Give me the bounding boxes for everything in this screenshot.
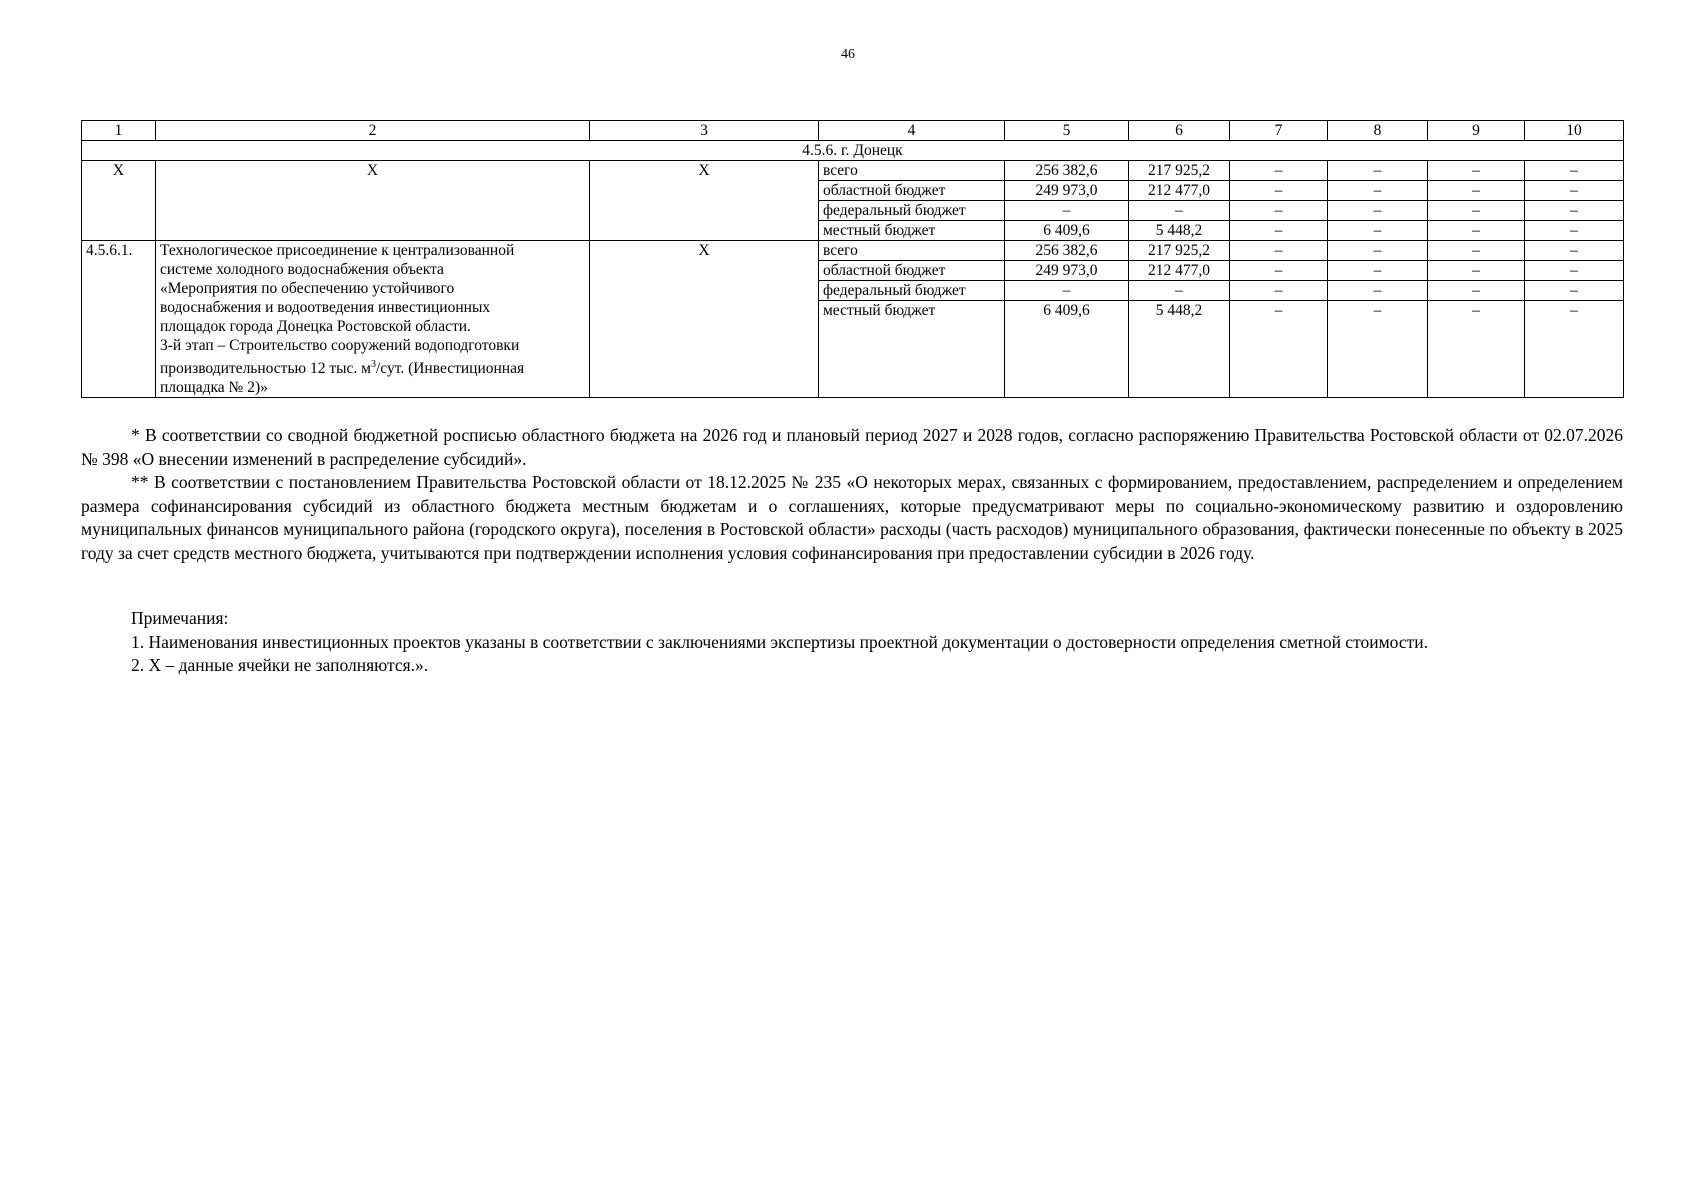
description-line: водоснабжения и водоотведения инвестиционных <box>160 299 491 316</box>
value-cell: – <box>1525 201 1624 221</box>
value-cell: – <box>1428 281 1525 301</box>
budget-source-label: областной бюджет <box>819 181 1005 201</box>
description-line: /сут. (Инвестиционная <box>375 360 525 378</box>
header-cell: 6 <box>1129 121 1230 141</box>
row-number: Х <box>82 161 156 241</box>
value-cell: – <box>1230 261 1328 281</box>
value-cell: – <box>1230 161 1328 181</box>
value-cell: 249 973,0 <box>1005 261 1129 281</box>
value-cell: – <box>1005 201 1129 221</box>
row-number: 4.5.6.1. <box>82 241 156 398</box>
footnotes <box>81 424 1623 565</box>
value-cell: – <box>1328 221 1428 241</box>
value-cell: – <box>1525 161 1624 181</box>
budget-table <box>81 120 1624 398</box>
value-cell: – <box>1525 281 1624 301</box>
header-cell: 7 <box>1230 121 1328 141</box>
remarks-section <box>81 607 1623 678</box>
remark-item-2: 2. Х – данные ячейки не заполняются.». <box>131 655 429 675</box>
project-description <box>156 241 590 398</box>
value-cell: – <box>1328 161 1428 181</box>
value-cell: – <box>1230 281 1328 301</box>
table-row <box>82 161 1624 181</box>
value-cell: – <box>1328 261 1428 281</box>
description-line: «Мероприятия по обеспечению устойчивого <box>160 280 455 297</box>
budget-source-label: областной бюджет <box>819 261 1005 281</box>
value-cell: – <box>1428 161 1525 181</box>
description-line: Технологическое присоединение к централизованной <box>160 242 515 259</box>
value-cell: – <box>1428 221 1525 241</box>
section-row <box>82 141 1624 161</box>
description-line: системе холодного водоснабжения объекта <box>160 261 444 278</box>
footnote-2: ** В соответствии с постановлением Правительства Ростовской области от 18.12.2025 № 235 «О некоторых мерах, связанных с формированием, предоставлением, распределением и определением размера софинансирования субсидий из областного бюджета местным бюджетам и о соглашениях, которые предусматривают меры по социально-экономическому развитию и оздоровлению муниципальных финансов муниципального района (городского округа), поселения в Ростовской области» расходы (часть расходов) муниципального образования, фактически понесенные по объекту в 2025 году за счет средств местного бюджета, учитываются при подтверждении исполнения условия софинансирования при предоставлении субсидии в 2026 году. <box>81 472 1623 563</box>
value-cell: 249 973,0 <box>1005 181 1129 201</box>
value-cell: – <box>1129 201 1230 221</box>
header-cell: 4 <box>819 121 1005 141</box>
value-cell: – <box>1428 301 1525 398</box>
header-cell: 3 <box>590 121 819 141</box>
header-cell: 1 <box>82 121 156 141</box>
budget-source-label: федеральный бюджет <box>819 201 1005 221</box>
value-cell: – <box>1230 221 1328 241</box>
superscript: 3 <box>370 359 376 370</box>
value-cell: 212 477,0 <box>1129 261 1230 281</box>
row-col3: Х <box>590 161 819 241</box>
value-cell: 256 382,6 <box>1005 161 1129 181</box>
value-cell: 6 409,6 <box>1005 221 1129 241</box>
value-cell: – <box>1129 281 1230 301</box>
value-cell: 217 925,2 <box>1129 241 1230 261</box>
budget-source-label: всего <box>819 161 1005 181</box>
value-cell: – <box>1428 261 1525 281</box>
value-cell: – <box>1428 201 1525 221</box>
header-cell: 9 <box>1428 121 1525 141</box>
value-cell: – <box>1428 241 1525 261</box>
row-name: Х <box>156 161 590 241</box>
value-cell: – <box>1525 301 1624 398</box>
row-col3: Х <box>590 241 819 398</box>
budget-source-label: местный бюджет <box>819 301 1005 398</box>
value-cell: – <box>1525 261 1624 281</box>
value-cell: 212 477,0 <box>1129 181 1230 201</box>
header-cell: 5 <box>1005 121 1129 141</box>
budget-source-label: местный бюджет <box>819 221 1005 241</box>
value-cell: – <box>1230 301 1328 398</box>
value-cell: – <box>1525 241 1624 261</box>
remarks-title: Примечания: <box>131 608 229 628</box>
description-line: 3-й этап – Строительство сооружений водоподготовки <box>160 337 520 354</box>
section-title: 4.5.6. г. Донецк <box>82 141 1624 161</box>
description-line: площадок города Донецка Ростовской области. <box>160 318 471 335</box>
remark-item-1: 1. Наименования инвестиционных проектов указаны в соответствии с заключениями экспертизы проектной документации о достоверности определения сметной стоимости. <box>131 631 1429 652</box>
value-cell: – <box>1328 181 1428 201</box>
value-cell: – <box>1328 281 1428 301</box>
header-cell: 8 <box>1328 121 1428 141</box>
value-cell: 6 409,6 <box>1005 301 1129 398</box>
header-cell: 10 <box>1525 121 1624 141</box>
value-cell: 5 448,2 <box>1129 301 1230 398</box>
value-cell: – <box>1005 281 1129 301</box>
page-number: 46 <box>841 47 855 62</box>
value-cell: – <box>1525 181 1624 201</box>
value-cell: – <box>1230 181 1328 201</box>
budget-source-label: всего <box>819 241 1005 261</box>
description-line: площадка № 2)» <box>160 379 268 397</box>
budget-source-label: федеральный бюджет <box>819 281 1005 301</box>
description-line: производительностью 12 тыс. м <box>160 360 371 378</box>
value-cell: 5 448,2 <box>1129 221 1230 241</box>
value-cell: – <box>1525 221 1624 241</box>
footnote-1: * В соответствии со сводной бюджетной росписью областного бюджета на 2026 год и плановый период 2027 и 2028 годов, согласно распоряжению Правительства Ростовской области от 02.07.2026 № 398 «О внесении изменений в распределение субсидий». <box>81 425 1623 469</box>
table-row <box>82 241 1624 261</box>
value-cell: – <box>1428 181 1525 201</box>
value-cell: – <box>1230 241 1328 261</box>
value-cell: 217 925,2 <box>1129 161 1230 181</box>
header-cell: 2 <box>156 121 590 141</box>
value-cell: – <box>1328 201 1428 221</box>
value-cell: – <box>1328 241 1428 261</box>
value-cell: 256 382,6 <box>1005 241 1129 261</box>
table-header-row <box>82 121 1624 141</box>
value-cell: – <box>1328 301 1428 398</box>
value-cell: – <box>1230 201 1328 221</box>
